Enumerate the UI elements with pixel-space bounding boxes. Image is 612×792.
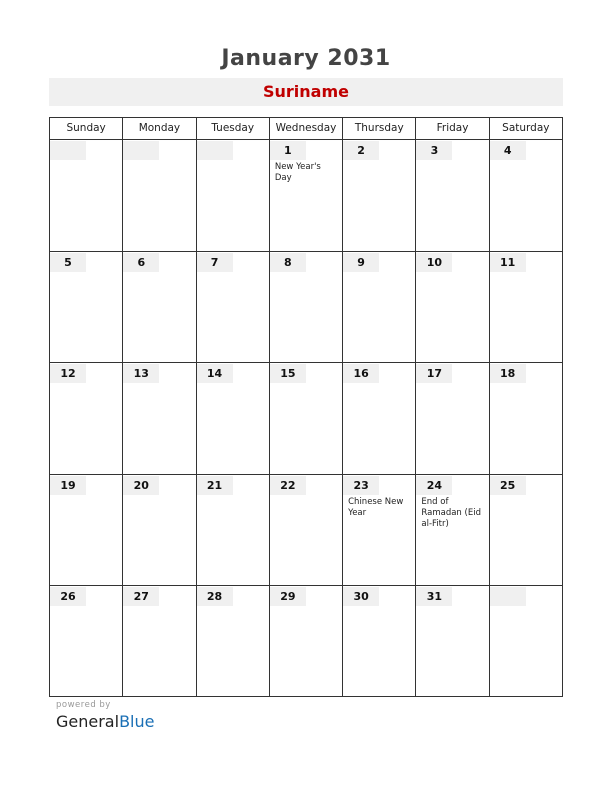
day-cell	[270, 140, 343, 251]
weekday-tuesday: Tuesday	[197, 118, 270, 139]
day-cell	[123, 586, 196, 697]
day-cell	[197, 252, 270, 363]
holiday-label: Chinese New Year	[348, 496, 404, 518]
day-number: 26	[50, 587, 86, 606]
day-cell	[416, 363, 489, 474]
day-cell	[416, 252, 489, 363]
day-cell	[490, 252, 562, 363]
day-number: 8	[270, 253, 306, 272]
day-cell	[50, 252, 123, 363]
day-cell	[197, 586, 270, 697]
day-cell	[123, 252, 196, 363]
day-number: 11	[490, 253, 526, 272]
day-number: 29	[270, 587, 306, 606]
day-cell	[50, 586, 123, 697]
day-cell	[123, 363, 196, 474]
holiday-label: New Year's Day	[274, 162, 321, 183]
day-cell	[50, 363, 123, 474]
day-cell	[197, 140, 270, 251]
day-number: 13	[123, 364, 159, 383]
day-cell	[490, 586, 562, 697]
day-number: 2	[343, 141, 379, 160]
calendar-title: January 2031	[221, 46, 391, 71]
day-cell	[270, 586, 343, 697]
day-number: 18	[490, 364, 526, 383]
day-cell	[123, 475, 196, 586]
day-number: 5	[50, 253, 86, 272]
day-number: 23	[343, 476, 379, 495]
week-row	[50, 140, 562, 252]
day-cell	[270, 475, 343, 586]
day-number: 31	[416, 587, 452, 606]
week-row	[50, 475, 562, 587]
calendar-grid	[49, 117, 563, 697]
day-cell	[50, 140, 123, 251]
day-cell	[343, 363, 416, 474]
weekday-saturday: Saturday	[502, 122, 550, 134]
day-number: 15	[270, 364, 306, 383]
day-cell	[343, 475, 416, 586]
day-number: 7	[197, 253, 233, 272]
day-number: 21	[197, 476, 233, 495]
country-name: Suriname	[263, 82, 349, 101]
day-cell	[416, 475, 489, 586]
weekday-thursday: Thursday	[343, 118, 416, 139]
powered-by-text: powered by	[56, 700, 111, 710]
day-cell	[343, 140, 416, 251]
weekday-friday: Friday	[416, 118, 489, 139]
day-cell	[50, 475, 123, 586]
country-banner	[49, 78, 563, 106]
day-cell	[343, 586, 416, 697]
week-row	[50, 586, 562, 697]
day-cell	[197, 363, 270, 474]
day-cell	[490, 140, 562, 251]
day-cell	[416, 586, 489, 697]
day-number	[197, 141, 233, 160]
weekday-sunday: Sunday	[50, 118, 123, 139]
week-row	[50, 252, 562, 364]
weeks-container	[50, 140, 562, 697]
day-number: 24	[416, 476, 452, 495]
generalblue-logo	[56, 712, 154, 731]
day-number: 27	[123, 587, 159, 606]
day-number: 3	[416, 141, 452, 160]
day-number: 16	[343, 364, 379, 383]
day-number: 10	[416, 253, 452, 272]
day-cell	[270, 252, 343, 363]
day-number: 4	[490, 141, 526, 160]
day-number	[490, 587, 526, 606]
day-number	[50, 141, 86, 160]
day-number: 12	[50, 364, 86, 383]
weekday-monday: Monday	[123, 118, 196, 139]
day-number	[123, 141, 159, 160]
day-cell	[270, 363, 343, 474]
day-number: 9	[343, 253, 379, 272]
holiday-label: End of Ramadan (Eid al-Fitr)	[421, 496, 481, 529]
day-cell	[197, 475, 270, 586]
weekday-header-row	[50, 118, 562, 140]
footer	[56, 700, 154, 731]
weekday-wednesday: Wednesday	[270, 118, 343, 139]
day-number: 6	[123, 253, 159, 272]
day-number: 14	[197, 364, 233, 383]
day-number: 17	[416, 364, 452, 383]
day-number: 1	[270, 141, 306, 160]
brand-part-blue: Blue	[119, 712, 155, 731]
day-cell	[343, 252, 416, 363]
day-number: 30	[343, 587, 379, 606]
day-number: 28	[197, 587, 233, 606]
brand-part-general: General	[56, 712, 120, 731]
day-cell	[123, 140, 196, 251]
day-cell	[490, 363, 562, 474]
day-cell	[490, 475, 562, 586]
day-cell	[416, 140, 489, 251]
week-row	[50, 363, 562, 475]
day-number: 22	[270, 476, 306, 495]
day-number: 25	[490, 476, 526, 495]
day-number: 19	[50, 476, 86, 495]
day-number: 20	[123, 476, 159, 495]
